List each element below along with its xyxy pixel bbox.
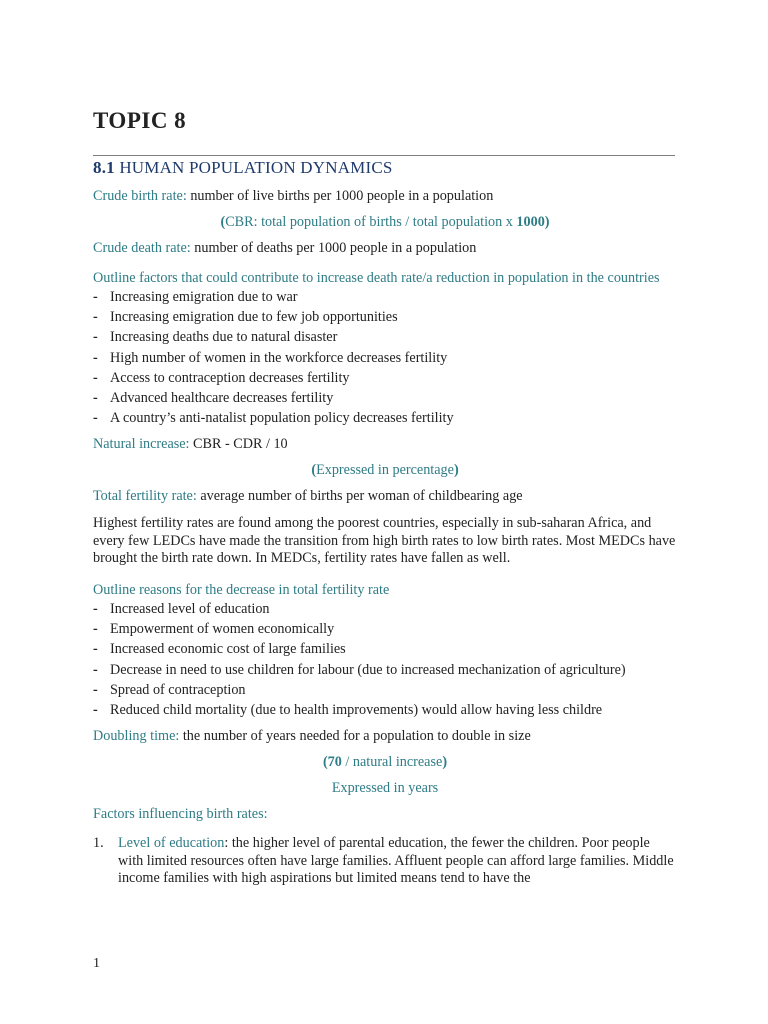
tfr-text: average number of births per woman of childbearing age (200, 488, 523, 505)
cbr-text: number of live births per 1000 people in a population (190, 188, 494, 204)
natural-increase-term: Natural increase: (93, 436, 190, 453)
item-text: : the higher level of parental education, the fewer the children. Poor people with limited resources often have large families. Affluent people can afford large families. Middle income families with high aspirations but limited means tend to have the (118, 835, 674, 887)
tfr-reasons-list (93, 599, 677, 720)
list-item: - Decrease in need to use children for labour (due to increased mechanization of agriculture) (93, 661, 626, 678)
natural-increase-formula: CBR - CDR / 10 (193, 436, 288, 453)
section-title: HUMAN POPULATION DYNAMICS (119, 158, 393, 177)
list-item: - Reduced child mortality (due to health improvements) would allow having less childre (93, 701, 603, 718)
cbr-formula-close: ) (544, 214, 550, 230)
item-number: 1. (93, 835, 104, 852)
list-item: - Access to contraception decreases fertility (93, 369, 350, 386)
cdr-text: number of deaths per 1000 people in a population (194, 240, 477, 256)
cbr-formula-text: CBR: total population of births / total population x (225, 214, 517, 230)
doubling-time-text: the number of years needed for a population to double in size (182, 728, 531, 745)
list-item: - Empowerment of women economically (93, 621, 335, 638)
death-factors-list (93, 287, 677, 428)
list-item: - Increased economic cost of large families (93, 641, 346, 658)
natural-increase-note: (Expressed in percentage) (311, 462, 459, 479)
cbr-term: Crude birth rate: (93, 188, 187, 204)
list-item: - Increased level of education (93, 600, 270, 617)
list-item: - Increasing emigration due to few job opportunities (93, 309, 398, 326)
item-term: Level of education (118, 835, 225, 852)
list-item: - Increasing emigration due to war (93, 289, 298, 305)
birth-factor-item-1 (93, 835, 677, 888)
cdr-definition (93, 238, 677, 258)
doubling-time-definition (93, 726, 677, 746)
item-body (118, 835, 677, 888)
list-item: - Increasing deaths due to natural disaster (93, 329, 338, 346)
document-body (93, 155, 677, 888)
list-item: - High number of women in the workforce decreases fertility (93, 349, 448, 366)
cbr-formula-open: ( (220, 214, 226, 230)
section-number: 8.1 (93, 158, 115, 177)
death-factors-heading: Outline factors that could contribute to increase death rate/a reduction in population in the countries (93, 270, 660, 286)
cdr-term: Crude death rate: (93, 240, 191, 256)
doubling-time-term: Doubling time: (93, 728, 180, 745)
page-number: 1 (93, 956, 100, 971)
natural-increase-definition (93, 434, 677, 454)
tfr-definition (93, 486, 677, 506)
birth-factors-heading: Factors influencing birth rates: (93, 806, 268, 823)
topic-title: TOPIC 8 (93, 108, 187, 133)
doubling-time-expressed: Expressed in years (331, 780, 439, 797)
cbr-formula-num: 1000 (516, 214, 545, 230)
section-heading (93, 156, 677, 180)
fertility-paragraph: Highest fertility rates are found among the poorest countries, especially in sub-saharan Africa, and every few LEDCs have made the transition from high birth rates to low birth rates. Most MEDCs have brought the birth rate down. In MEDCs, fertility rates have fallen as well. (93, 515, 676, 567)
list-item: - A country’s anti-natalist population policy decreases fertility (93, 410, 454, 427)
doubling-time-formula: (70 / natural increase) (322, 754, 448, 771)
cbr-definition (93, 186, 677, 206)
list-item: - Spread of contraception (93, 681, 246, 698)
cbr-formula (93, 212, 677, 232)
tfr-term: Total fertility rate: (93, 488, 197, 505)
list-item: - Advanced healthcare decreases fertility (93, 390, 334, 407)
tfr-reasons-heading: Outline reasons for the decrease in total fertility rate (93, 581, 390, 598)
